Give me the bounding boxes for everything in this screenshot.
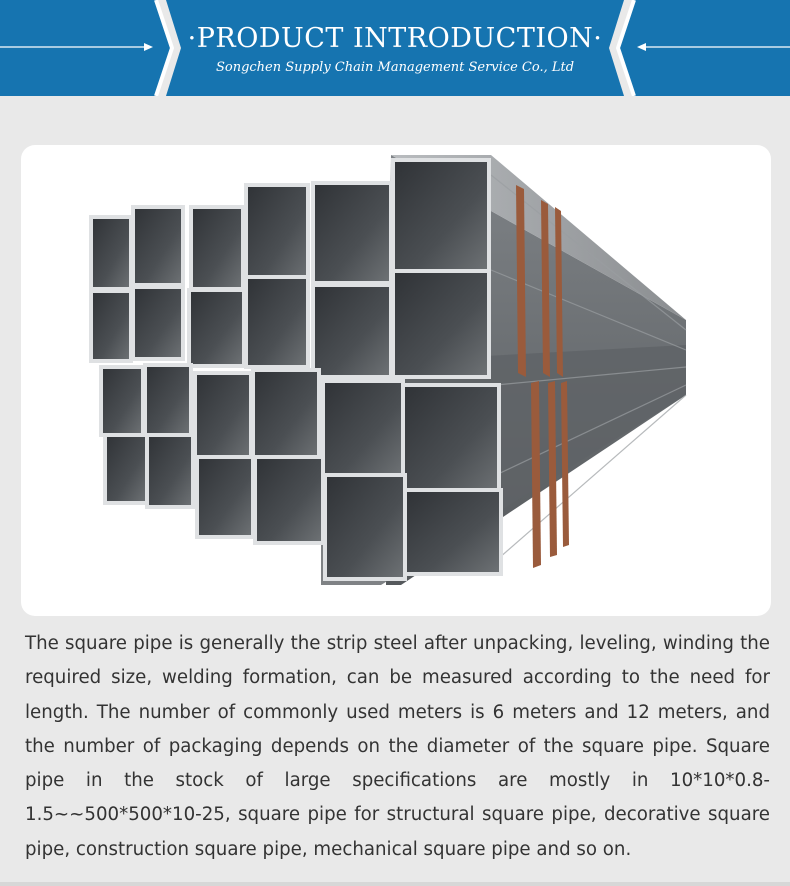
product-description: The square pipe is generally the strip steel after unpacking, leveling, winding the required size, welding formation, can be measured according to the need for length. The number of commonly used meters is 6 meters and 12 meters, and the number of packaging depends on the diameter of the square pipe. Square pipe in the stock of large specifications are mostly in 10*10*0.8-1.5~~500*500*10-25, square pipe for structural square pipe, decorative square pipe, construction square pipe, mechanical square pipe and so on. <box>25 633 770 860</box>
steel-square-pipes-bundle-photo <box>21 145 771 616</box>
company-name: Songchen Supply Chain Management Service Co., Ltd <box>215 60 575 75</box>
bottom-divider <box>0 882 790 886</box>
header-banner <box>0 0 790 96</box>
product-photo-card <box>21 145 771 616</box>
page-title: ·PRODUCT INTRODUCTION· <box>187 23 603 54</box>
